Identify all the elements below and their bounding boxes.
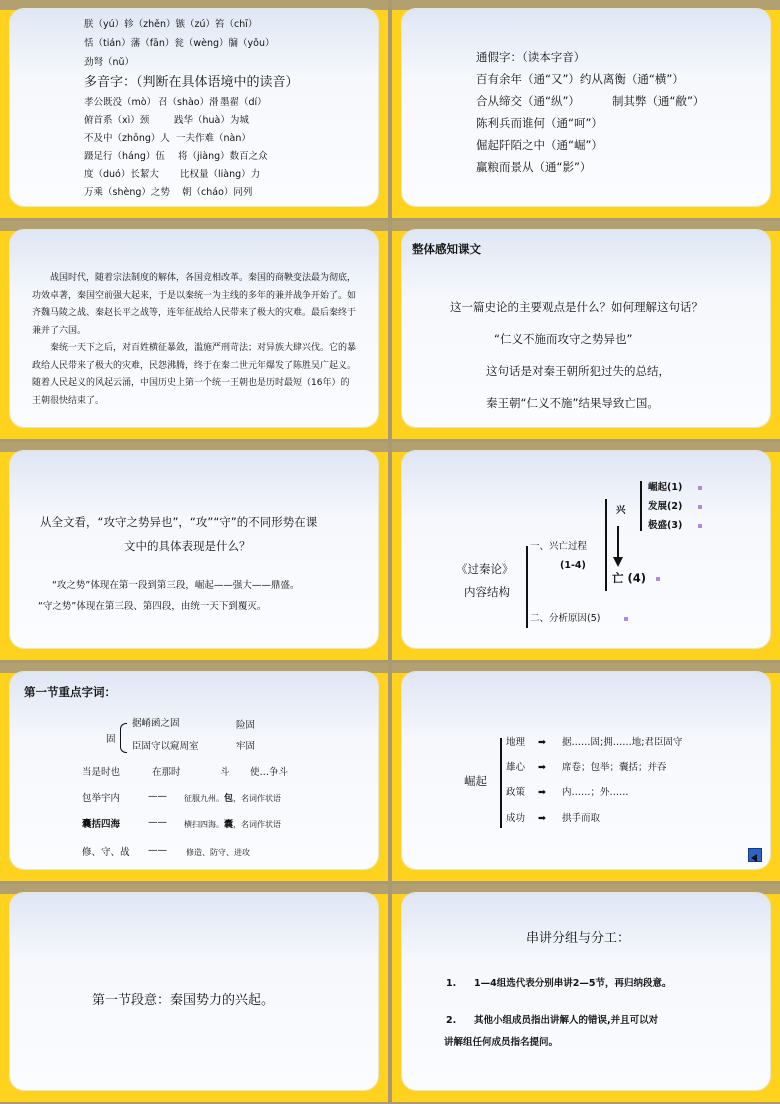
slide-4 (392, 221, 780, 439)
text-line: 合从缔交（通“纵”） (476, 94, 580, 108)
meaning-text: 牢固 (236, 741, 256, 752)
slide-title: 整体感知课文 (412, 242, 481, 256)
stage-bracket (640, 481, 642, 531)
text-line: 俯首系（xì）颈 (84, 115, 150, 126)
gloss-text: 横扫四海。囊，名词作状语 (184, 820, 282, 830)
slide-card (402, 893, 770, 1090)
text-line: 将（jiàng）数百之众 (178, 151, 268, 162)
marker-square (698, 486, 702, 490)
list-item: 讲解组任何成员指名提问。 (444, 1037, 559, 1048)
term-text: 修、守、战 (82, 847, 130, 858)
question-text: 从全文看，“攻守之势异也”，“攻”“守”的不同形势在课 (40, 515, 318, 529)
text-line: 朝（cháo）同列 (182, 187, 253, 198)
center-label: 崛起 (464, 774, 487, 788)
term-text: 当是时也 (82, 767, 121, 778)
question-text: 文中的具体表现是什么？ (124, 539, 251, 553)
slide-title: 串讲分组与分工： (526, 931, 631, 946)
term-char: 固 (106, 734, 116, 745)
list-number: 2. (446, 1015, 457, 1026)
row-text: 拱手而取 (562, 813, 601, 824)
slide-card (10, 230, 378, 427)
gloss-text: 征服九州。包，名词作状语 (184, 794, 282, 804)
stage-label: 极盛(3) (648, 520, 683, 531)
rise-label: 兴 (616, 505, 626, 516)
marker-square (698, 505, 702, 509)
quote-text: “仁义不施而攻守之势异也” (494, 332, 633, 346)
term-text: 斗 (220, 767, 230, 778)
down-arrow-icon (617, 526, 619, 560)
fall-label: 亡 (4) (612, 571, 647, 585)
term-text: 在那时 (152, 767, 181, 778)
prev-nav-icon[interactable] (748, 848, 762, 862)
arrow-icon: ➡ (538, 813, 546, 824)
text-line: 百有余年（通“又”）约从离衡（通“横”） (476, 72, 684, 86)
text-line: 秦王朝“仁义不施”结果导致亡国。 (486, 396, 659, 410)
text-line: 倔起阡陌之中（通“崛”） (476, 138, 603, 152)
gloss-text: 修造、防守、进攻 (186, 848, 250, 857)
paragraph: 战国时代，随着宗法制度的解体，各国竞相改革。秦国的商鞅变法最为彻底，功效卓著，秦国空前强大起来，于是以秦统一为主线的多年的兼并战争开始了。如齐魏马陵之战、秦赵长平之战等，连年征战给人民带来了极大的灾难。最后秦终于兼并了六国。 (32, 273, 357, 336)
text-line: 孝公既没（mò） (84, 97, 157, 108)
text-line: 朕（yú）轸（zhěn）镞（zú）笞（chī） (84, 19, 258, 30)
branch-range: (1-4) (560, 560, 586, 571)
row-label: 政策 (506, 787, 526, 798)
text-line: 度（duó）长絜大 (84, 169, 159, 180)
text-line: 墨翟（dí） (220, 97, 267, 108)
slide-card (402, 9, 770, 206)
text-line: 劲弩（nǔ） (84, 57, 135, 68)
slide-card (402, 672, 770, 869)
text-line: 不及中（zhōng）人 (84, 133, 170, 144)
term-text: 包举宇内 (82, 793, 121, 804)
text-line: 一夫作难（nàn） (176, 133, 251, 144)
arrow-icon: ➡ (538, 762, 546, 773)
row-label: 成功 (506, 813, 526, 824)
text-line: 这句话是对秦王朝所犯过失的总结， (486, 364, 670, 378)
example-text: 臣固守以窥周室 (132, 741, 199, 752)
list-number: 1. (446, 978, 457, 989)
slide-card (10, 672, 378, 869)
slide-9 (0, 884, 388, 1102)
slide-7 (0, 663, 388, 881)
arrow-icon: ➡ (538, 737, 546, 748)
marker-square (656, 577, 660, 581)
example-text: 据崤函之固 (132, 718, 180, 729)
bracket (500, 738, 502, 828)
row-label: 地理 (506, 737, 526, 748)
slide-card (10, 893, 378, 1090)
text-line: 召（shào）滑 (158, 97, 219, 108)
slide-5 (0, 442, 388, 660)
curly-brace (120, 723, 127, 753)
diagram-title: 《过秦论》 (456, 562, 514, 576)
list-item: 其他小组成员指出讲解人的错误,并且可以对 (474, 1015, 659, 1026)
row-text: 内……；外…… (562, 787, 629, 798)
slide-card (10, 9, 378, 206)
marker-square (624, 617, 628, 621)
text-line: 赢粮而景从（通“影”） (476, 160, 592, 174)
dash: —— (148, 845, 167, 856)
section-heading: 通假字：（读本字音） (476, 50, 586, 64)
row-text: 据……固;拥……地;君臣固守 (562, 737, 683, 748)
slide-10 (392, 884, 780, 1102)
list-item: 1—4组选代表分别串讲2—5节，再归纳段意。 (474, 978, 672, 989)
main-bracket (526, 546, 528, 628)
stage-label: 崛起(1) (648, 482, 683, 493)
stage-label: 发展(2) (648, 501, 683, 512)
slide-6 (392, 442, 780, 660)
slide-card (10, 451, 378, 648)
slide-card (402, 230, 770, 427)
dash: —— (148, 791, 167, 802)
marker-square (698, 524, 702, 528)
dash: —— (148, 817, 167, 828)
answer-text: “守之势”体现在第三段、第四段，由统一天下到覆灭。 (38, 601, 267, 612)
answer-text: “攻之势”体现在第一段到第三段，崛起——强大——鼎盛。 (52, 580, 300, 591)
text-line: 陈利兵而谁何（通“呵”） (476, 116, 603, 130)
paragraph: 秦统一天下之后，对百姓横征暴敛，滥施严刑苛法；对异族大肆兴伐。它的暴政给人民带来了极大的灾难，民怨沸腾，终于在秦二世元年爆发了陈胜吴广起义。随着人民起义的风起云涌，中国历史上第一个统一王朝也是历时最短（16年）的王朝很快结束了。 (32, 343, 357, 406)
slide-3 (0, 221, 388, 439)
slide-1 (0, 0, 388, 218)
term-text: 囊括四海 (82, 819, 121, 830)
sub-bracket (605, 499, 607, 591)
branch-label: 二、分析原因(5) (530, 613, 601, 624)
text-line: 制其弊（通“敝”） (612, 94, 705, 108)
row-label: 雄心 (506, 762, 526, 773)
down-arrow-head (613, 557, 623, 567)
text-line: 践华（huà）为城 (174, 115, 249, 126)
row-text: 席卷；包举；囊括；并吞 (562, 762, 667, 773)
text-line: 万乘（shèng）之势 (84, 187, 170, 198)
diagram-title: 内容结构 (464, 585, 510, 599)
slide-title: 第一节重点字词： (24, 685, 116, 699)
text-line: 比权量（liàng）力 (180, 169, 261, 180)
text-line: 恬（tián）藩（fān）瓮（wèng）牖（yǒu） (84, 38, 275, 49)
section-summary: 第一节段意：秦国势力的兴起。 (92, 993, 275, 1008)
slide-8 (392, 663, 780, 881)
slide-2 (392, 0, 780, 218)
section-heading: 多音字：（判断在具体语境中的读音） (84, 75, 299, 90)
text-line: 蹑足行（háng）伍 (84, 151, 165, 162)
arrow-icon: ➡ (538, 787, 546, 798)
meaning-text: 险固 (236, 720, 256, 731)
term-text: 使…争斗 (250, 767, 289, 778)
question-text: 这一篇史论的主要观点是什么？如何理解这句话？ (450, 300, 703, 314)
slide-card (402, 451, 770, 648)
branch-label: 一、兴亡过程 (530, 541, 588, 552)
